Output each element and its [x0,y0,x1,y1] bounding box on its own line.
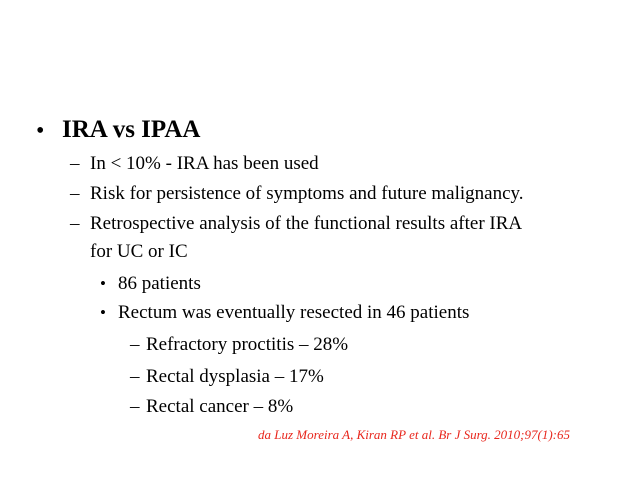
bullet-icon: • [100,303,106,322]
point-text-continued: for UC or IC [90,241,188,262]
subpoint-text: 86 patients [118,273,201,294]
dash-icon: – [130,396,140,417]
point-text: In < 10% - IRA has been used [90,153,319,174]
citation: da Luz Moreira A, Kiran RP et al. Br J Surg. 2010;97(1):65 [258,427,570,442]
dash-icon: – [70,213,80,234]
slide-heading: IRA vs IPAA [62,116,201,143]
dash-icon: – [70,153,80,174]
dash-icon: – [70,183,80,204]
subpoint-text: Rectum was eventually resected in 46 patients [118,302,470,323]
point-text: Retrospective analysis of the functional results after IRA [90,213,523,234]
bullet-icon: • [36,118,45,144]
detail-text: Refractory proctitis – 28% [146,334,349,355]
dash-icon: – [130,334,140,355]
detail-text: Rectal cancer – 8% [146,396,294,417]
detail-text: Rectal dysplasia – 17% [146,366,324,387]
point-text: Risk for persistence of symptoms and future malignancy. [90,183,524,204]
dash-icon: – [130,366,140,387]
bullet-icon: • [100,274,106,293]
